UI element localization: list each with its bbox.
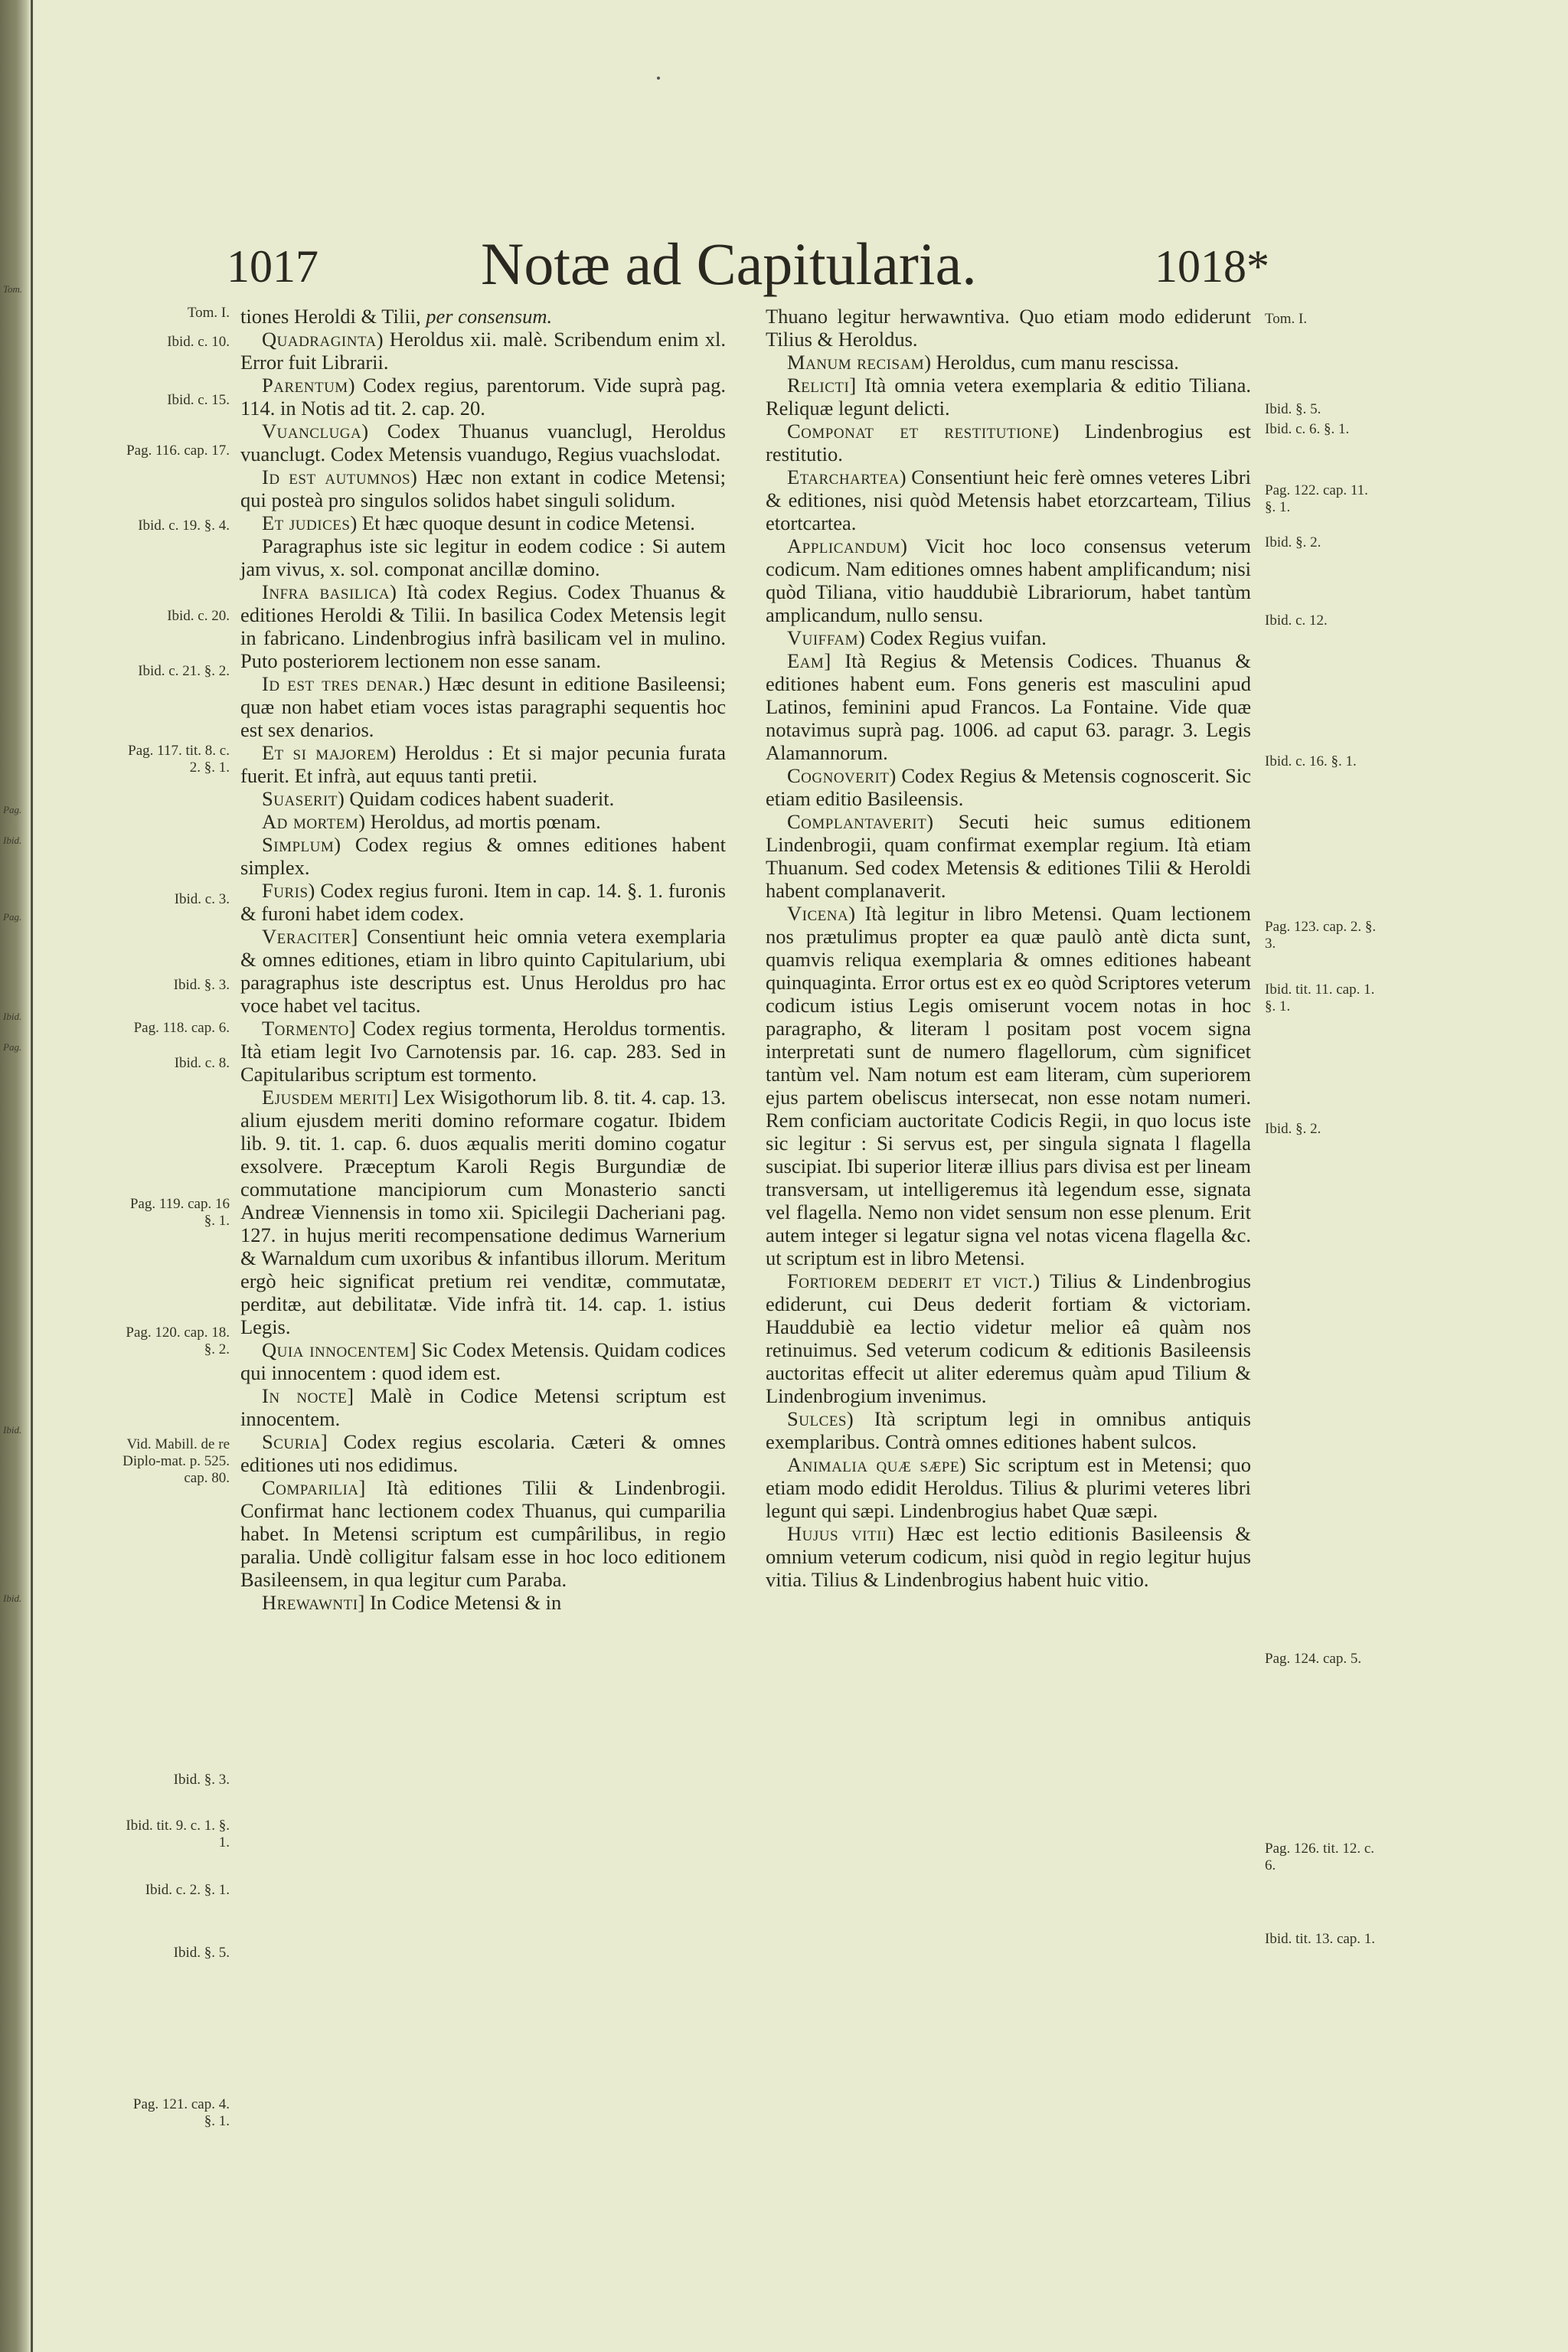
margin-reference: Ibid. tit. 11. cap. 1. §. 1. <box>1265 982 1375 1014</box>
margin-reference: Pag. 122. cap. 11. §. 1. <box>1265 482 1368 515</box>
margin-reference: Ibid. c. 8. <box>174 1055 230 1071</box>
margin-reference: Ibid. §. 2. <box>1265 534 1321 550</box>
note-paragraph <box>240 741 726 787</box>
note-lemma: Comparilia <box>262 1476 359 1499</box>
margin-reference: Tom. I. <box>1265 311 1308 327</box>
note-text: ] Codex regius escolaria. Cæteri & omnes editiones uti nos edidimus. <box>240 1430 726 1476</box>
margin-reference: Ibid. tit. 9. c. 1. §. 1. <box>126 1818 230 1851</box>
note-lemma: Simplum <box>262 833 335 856</box>
edge-text-fragment: Ibid. <box>3 1424 22 1436</box>
margin-reference: Ibid. c. 19. §. 4. <box>138 518 230 534</box>
note-paragraph <box>766 1453 1251 1522</box>
edge-text-fragment: Tom. <box>3 283 23 295</box>
note-paragraph <box>766 1407 1251 1453</box>
note-lemma: Quadraginta <box>262 328 377 351</box>
page-fold-line <box>31 0 33 2352</box>
note-paragraph <box>766 351 1251 374</box>
note-lemma: Animalia quæ sæpe <box>787 1453 959 1476</box>
note-paragraph <box>766 374 1251 420</box>
note-text: ) Codex regius & omnes editiones habent simplex. <box>240 833 726 879</box>
margin-reference: Ibid. §. 2. <box>1265 1121 1321 1137</box>
note-text: ) Heroldus, cum manu rescissa. <box>924 351 1179 374</box>
page-edge <box>0 0 31 2352</box>
edge-text-fragment: Pag. <box>3 1041 22 1053</box>
note-paragraph <box>766 902 1251 1269</box>
note-paragraph <box>240 1384 726 1430</box>
note-text: ) Hæc est lectio editionis Basileensis & omnium veterum codicum, nisi quòd in regio legitur hujus vitia. Tilius & Lindenbrogius habent huic vitio. <box>766 1522 1251 1591</box>
note-lemma: Suaserit <box>262 787 338 810</box>
running-header <box>0 230 1568 314</box>
note-lemma: Quia innocentem <box>262 1338 410 1361</box>
margin-reference: Pag. 119. cap. 16 §. 1. <box>129 1196 230 1229</box>
note-text: ) Ità codex Regius. Codex Thuanus & editiones Heroldi & Tilii. In basilica Codex Metensis legit in fabricano. Lindenbrogius infrà basilicam vel in mulino. Puto posteriorem lectionem non esse sanam. <box>240 580 726 672</box>
margin-reference: Pag. 121. cap. 4. §. 1. <box>132 2096 230 2129</box>
margin-reference: Ibid. c. 16. §. 1. <box>1265 753 1357 769</box>
note-paragraph <box>240 672 726 741</box>
note-lemma: Parentum <box>262 374 348 397</box>
note-lemma: Sulces <box>787 1407 847 1430</box>
margin-reference: Pag. 118. cap. 6. <box>133 1020 230 1036</box>
note-text: ) Tilius & Lindenbrogius ediderunt, cui Deus dederit fortiam & victoriam. Hauddubiè ea lectio videtur melior eâ quàm nos retinuimus. Sed veterum codicum & editionis Basileensis auctoritas effecit ut aliter ederemus quàm apud Tilium & Lindenbrogium invenimus. <box>766 1269 1251 1407</box>
note-lemma: Scuria <box>262 1430 321 1453</box>
margin-reference: Vid. Mabill. de re Diplo-mat. p. 525. cap. 80. <box>122 1436 230 1486</box>
note-paragraph <box>240 374 726 420</box>
note-paragraph <box>240 925 726 1017</box>
note-text: ) Vicit hoc loco consensus veterum codicum. Nam editiones omnes habent amplificandum; nisi quòd Tiliana, vitio hauddubiè Librariorum, habet tantùm amplicandum, nullo sensu. <box>766 534 1251 626</box>
note-text: ) Sic scriptum est in Metensi; quo etiam modo edidit Heroldus. Tilius & plurimi veteres libri legunt qui sæpi. Lindenbrogius habet Quæ sæpi. <box>766 1453 1251 1522</box>
note-paragraph <box>240 534 726 580</box>
note-text: ] Lex Wisigothorum lib. 8. tit. 4. cap. 13. alium ejusdem meriti domino reformare cogatur. Ibidem lib. 9. tit. 1. cap. 6. duos æqualis meriti domino cogatur exsolvere. Præceptum Karoli Regis Burgundiæ de commutatione mancipiorum cum Monasterio sancti Andreæ Viennensis in tomo xii. Spicilegii Dacheriani pag. 127. in hujus meriti recompensatione dedimus Warnerium & Warnaldum cum uxoribus & infantibus illorum. Meritum ergò heic significat pretium rei venditæ, commutatæ, perditæ, aut debilitatæ. Vide infrà tit. 14. cap. 1. istius Legis. <box>240 1086 726 1338</box>
note-paragraph <box>240 1338 726 1384</box>
note-lemma: Hujus vitii <box>787 1522 887 1545</box>
note-text: ] Malè in Codice Metensi scriptum est innocentem. <box>240 1384 726 1430</box>
note-paragraph <box>240 420 726 466</box>
note-text: ) Lindenbrogius est restitutio. <box>766 420 1251 466</box>
note-text: ) Heroldus : Et si major pecunia furata fuerit. Et infrà, aut equus tanti pretii. <box>240 741 727 787</box>
note-text: ) Ità legitur in libro Metensi. Quam lectionem nos prætulimus propter ea quæ paulò antè dicta sunt, quamvis reliqua exemplaria & omnes editiones habeant quinquaginta. Error ortus est ex eo quòd Scriptores veterum codicum istius Legis omiserunt vocem notas in hoc paragrapho, & literam l positam post vocem signa interpretati sunt de numero flagellorum, cùm significet tantùm vel. Nam notum est eam literam, cùm superiorem ejus partem obeliscus intersecat, non esse notam numeri. Rem conficiam auctoritate Codicis Regii, in quo locus iste sic legitur : Si servus est, per singula signata l flagella suscipiat. Ibi superior literæ illius pars divisa est per lineam transversam, ut intelligeremus ità legendum esse, signata vel flagella. Nemo non videt sensum non esse plenum. Erit autem integer si legatur signa vel notas vicena flagella &c. ut scriptum est in libro Metensi. <box>766 902 1251 1269</box>
note-lemma: Id est tres denar. <box>262 672 424 695</box>
note-paragraph <box>766 305 1251 351</box>
margin-reference: Ibid. c. 15. <box>167 392 230 408</box>
note-lemma: Furis <box>262 879 309 902</box>
note-paragraph <box>240 1086 726 1338</box>
margin-reference: Ibid. c. 3. <box>174 891 230 907</box>
note-paragraph <box>240 810 726 833</box>
note-text: ] Consentiunt heic omnia vetera exemplaria & omnes editiones, etiam in libro quinto Capitularium, ubi paragraphus iste descriptus est. Unus Heroldus pro hac voce habet vel tacitus. <box>240 925 726 1017</box>
note-lemma: Ad mortem <box>262 810 359 833</box>
note-lemma: Hrewawnti <box>262 1591 358 1614</box>
note-lemma: Ejusdem meriti <box>262 1086 392 1109</box>
note-text: ) Codex Thuanus vuanclugl, Heroldus vuanclugt. Codex Metensis vuandugo, Regius vuachslodat. <box>240 420 726 466</box>
margin-reference: Pag. 124. cap. 5. <box>1265 1651 1362 1667</box>
note-lemma: Componat et restitutione <box>787 420 1053 443</box>
note-quote: per consensum. <box>426 305 553 328</box>
left-page-number: 1017 <box>227 241 318 292</box>
note-text: ] Ità Regius & Metensis Codices. Thuanus & editiones habent eum. Fons generis est masculini apud Latinos, feminini apud Francos. La Fontaine. Vide quæ notavimus suprà pag. 1006. ad caput 63. paragr. 3. Legis Alamannorum. <box>766 649 1251 764</box>
note-lemma: Vuancluga <box>262 420 362 443</box>
margin-reference: Ibid. §. 5. <box>173 1945 230 1961</box>
note-paragraph <box>766 810 1251 902</box>
margin-reference: Ibid. §. 3. <box>173 977 230 993</box>
margin-reference: Tom. I. <box>187 305 230 321</box>
note-paragraph <box>766 534 1251 626</box>
note-text: ] In Codice Metensi & in <box>358 1591 562 1614</box>
note-lemma: Vuiffam <box>787 626 859 649</box>
note-text: ) Hæc desunt in editione Basileensi; quæ non habet etiam voces istas paragraphi sequentis hoc est sex denarios. <box>240 672 727 741</box>
note-lemma: Tormento <box>262 1017 349 1040</box>
note-lemma: Complantaverit <box>787 810 927 833</box>
note-text: ] Ità editiones Tilii & Lindenbrogii. Confirmat hanc lectionem codex Thuanus, qui cumparilia habet. In Metensi scriptum est cumpârilibus, in regio paralia. Undè colligitur falsam esse in hoc loco editionem Basileensem, in qua legitur cum Paraba. <box>240 1476 726 1591</box>
note-text: ) Ità scriptum legi in omnibus antiquis exemplaribus. Contrà omnes editiones habent sulcos. <box>766 1407 1251 1453</box>
note-lemma: Vicena <box>787 902 849 925</box>
note-lemma: Et judices <box>262 511 351 534</box>
margin-reference: Ibid. c. 2. §. 1. <box>145 1882 230 1898</box>
note-text: ) Heroldus, ad mortis pœnam. <box>358 810 601 833</box>
note-paragraph <box>766 420 1251 466</box>
note-lemma: Etarchartea <box>787 466 900 488</box>
edge-text-fragment: Ibid. <box>3 835 22 846</box>
note-paragraph <box>766 649 1251 764</box>
note-text: Thuano legitur herwawntiva. Quo etiam modo ediderunt Tilius & Heroldus. <box>766 305 1251 351</box>
note-lemma: Fortiorem dederit et vict. <box>787 1269 1034 1292</box>
note-text: Paragraphus iste sic legitur in eodem codice : Si autem jam vivus, x. sol. componat ancillæ domino. <box>240 534 726 580</box>
margin-reference: Ibid. c. 20. <box>167 608 230 624</box>
margin-reference: Pag. 116. cap. 17. <box>126 443 230 459</box>
margin-reference: Ibid. §. 3. <box>173 1772 230 1788</box>
note-text: ) Codex Regius vuifan. <box>858 626 1047 649</box>
right-page-number: 1018* <box>1155 241 1269 292</box>
edge-text-fragment: Ibid. <box>3 1011 22 1022</box>
note-text: ] Ità omnia vetera exemplaria & editio Tiliana. Reliquæ legunt delicti. <box>766 374 1251 420</box>
note-text: ) Codex regius furoni. Item in cap. 14. §. 1. furonis & furoni habet idem codex. <box>240 879 726 925</box>
margin-reference: Ibid. tit. 13. cap. 1. <box>1265 1931 1376 1947</box>
note-text: ) Codex regius, parentorum. Vide suprà pag. 114. in Notis ad tit. 2. cap. 20. <box>240 374 726 420</box>
note-paragraph <box>240 787 726 810</box>
note-paragraph <box>766 466 1251 534</box>
note-paragraph <box>240 328 726 374</box>
note-lemma: Veraciter <box>262 925 351 948</box>
note-paragraph <box>240 1591 726 1614</box>
note-lemma: Et si majorem <box>262 741 390 764</box>
note-lemma: Eam <box>787 649 825 672</box>
ink-dot <box>657 77 660 80</box>
note-text: ) Et hæc quoque desunt in codice Metensi. <box>350 511 695 534</box>
running-title: Notæ ad Capitularia. <box>481 230 977 297</box>
edge-text-fragment: Pag. <box>3 911 22 923</box>
note-paragraph <box>240 1476 726 1591</box>
note-paragraph <box>240 580 726 672</box>
note-paragraph <box>240 305 726 328</box>
note-lemma: Manum recisam <box>787 351 925 374</box>
note-paragraph <box>240 1430 726 1476</box>
note-paragraph <box>240 466 726 511</box>
right-column <box>766 305 1251 1591</box>
margin-reference: Ibid. c. 10. <box>167 334 230 350</box>
note-lemma: Applicandum <box>787 534 901 557</box>
note-paragraph <box>766 1522 1251 1591</box>
note-lemma: Relicti <box>787 374 850 397</box>
note-text: ) Codex Regius & Metensis cognoscerit. Sic etiam editio Basileensis. <box>766 764 1251 810</box>
note-text: ) Secuti heic sumus editionem Lindenbrogii, quam confirmat exemplar regium. Ità etiam Thuanum. Sed codex Metensis & editiones Tilii & Heroldi habent complanaverit. <box>766 810 1251 902</box>
note-paragraph <box>240 833 726 879</box>
margin-reference: Pag. 117. tit. 8. c. 2. §. 1. <box>128 743 230 776</box>
note-lemma: Cognoverit <box>787 764 890 787</box>
note-paragraph <box>766 626 1251 649</box>
margin-reference: Pag. 126. tit. 12. c. 6. <box>1265 1841 1375 1873</box>
note-lemma: Id est autumnos <box>262 466 411 488</box>
note-text: ) Quidam codices habent suaderit. <box>337 787 615 810</box>
edge-text-fragment: Ibid. <box>3 1592 22 1604</box>
note-text: ) Heroldus xii. malè. Scribendum enim xl. Error fuit Librarii. <box>240 328 726 374</box>
note-paragraph <box>240 879 726 925</box>
note-lemma: Infra basilica <box>262 580 390 603</box>
note-text: tiones Heroldi & Tilii, <box>240 305 426 328</box>
margin-reference: Ibid. c. 6. §. 1. <box>1265 421 1350 437</box>
note-text: ] Codex regius tormenta, Heroldus tormentis. Ità etiam legit Ivo Carnotensis par. 16. cap. 283. Sed in Capitularibus scriptum est tormento. <box>240 1017 726 1086</box>
margin-reference: Ibid. c. 21. §. 2. <box>138 663 230 679</box>
note-paragraph <box>240 511 726 534</box>
note-text: ) Hæc non extant in codice Metensi; qui posteà pro singulos solidos habet singuli solidum. <box>240 466 726 511</box>
note-paragraph <box>240 1017 726 1086</box>
margin-reference: Ibid. §. 5. <box>1265 401 1321 417</box>
left-column <box>240 305 726 1614</box>
note-text: ) Consentiunt heic ferè omnes veteres Libri & editiones, nisi quòd Metensis habet etorzcarteam, Tilius etortcartea. <box>766 466 1251 534</box>
margin-reference: Pag. 123. cap. 2. §. 3. <box>1265 919 1377 952</box>
note-paragraph <box>766 1269 1251 1407</box>
edge-text-fragment: Pag. <box>3 804 22 815</box>
note-lemma: In nocte <box>262 1384 348 1407</box>
margin-reference: Ibid. c. 12. <box>1265 612 1328 629</box>
note-text: ] Sic Codex Metensis. Quidam codices qui innocentem : quod idem est. <box>240 1338 726 1384</box>
margin-reference: Pag. 120. cap. 18. §. 2. <box>126 1325 230 1357</box>
note-paragraph <box>766 764 1251 810</box>
